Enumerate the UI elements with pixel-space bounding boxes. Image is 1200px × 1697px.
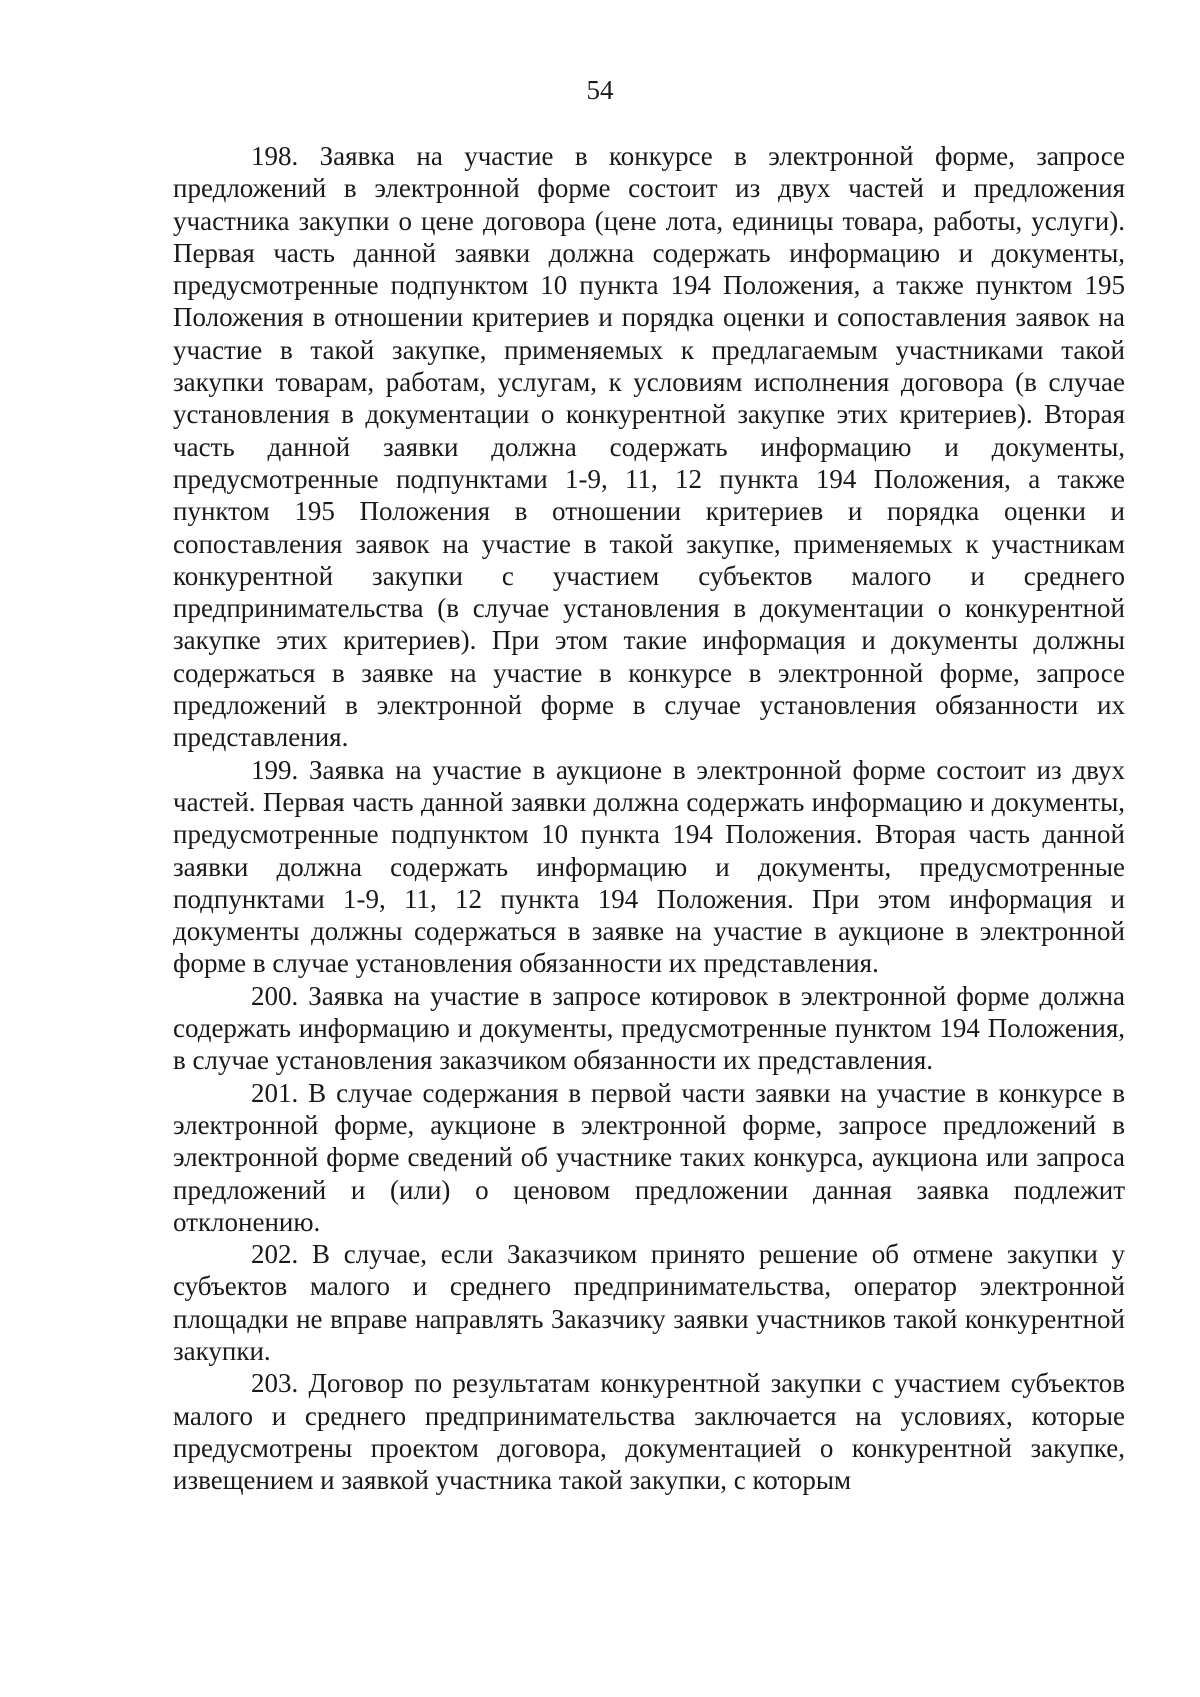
document-body — [173, 140, 1125, 1496]
paragraph-202: 202. В случае, если Заказчиком принято решение об отмене закупки у субъектов малого и среднего предпринимательства, оператор электронной площадки не вправе направлять Заказчику заявки участников такой конкурентной закупки. — [173, 1239, 1125, 1366]
paragraph-203: 203. Договор по результатам конкурентной закупки с участием субъектов малого и среднего предпринимательства заключается на условиях, которые предусмотрены проектом договора, документацией о конкурентной закупке, извещением и заявкой участника такой закупки, с которым — [173, 1368, 1125, 1496]
paragraph-200: 200. Заявка на участие в запросе котировок в электронной форме должна содержать информацию и документы, предусмотренные пунктом 194 Положения, в случае установления заказчиком обязанности их представления. — [173, 980, 1125, 1076]
paragraph-198: 198. Заявка на участие в конкурсе в электронной форме, запросе предложений в электронной форме состоит из двух частей и предложения участника закупки о цене договора (цене лота, единицы товара, работы, услуги). Первая часть данной заявки должна содержать информацию и документы, предусмотренные подпунктом 10 пункта 194 Положения, а также пунктом 195 Положения в отношении критериев и порядка оценки и сопоставления заявок на участие в такой закупке, применяемых к предлагаемым участниками такой закупки товарам, работам, услугам, к условиям исполнения договора (в случае установления в документации о конкурентной закупке этих критериев). Вторая часть данной заявки должна содержать информацию и документы, предусмотренные подпунктами 1-9, 11, 12 пункта 194 Положения, а также пунктом 195 Положения в отношении критериев и порядка оценки и сопоставления заявок на участие в такой закупке, применяемых к участникам конкурентной закупки с участием субъектов малого и среднего предпринимательства (в случае установления в документации о конкурентной закупке этих критериев). При этом такие информация и документы должны содержаться в заявке на участие в конкурсе в электронной форме, запросе предложений в электронной форме в случае установления обязанности их представления. — [173, 141, 1125, 753]
page-number: 54 — [586, 75, 614, 105]
paragraph-201: 201. В случае содержания в первой части заявки на участие в конкурсе в электронной форме, аукционе в электронной форме, запросе предложений в электронной форме сведений об участнике таких конкурса, аукциона или запроса предложений и (или) о ценовом предложении данная заявка подлежит отклонению. — [173, 1077, 1125, 1237]
paragraph-199: 199. Заявка на участие в аукционе в электронной форме состоит из двух частей. Первая часть данной заявки должна содержать информацию и документы, предусмотренные подпунктом 10 пункта 194 Положения. Вторая часть данной заявки должна содержать информацию и документы, предусмотренные подпунктами 1-9, 11, 12 пункта 194 Положения. При этом информация и документы должны содержаться в заявке на участие в аукционе в электронной форме в случае установления обязанности их представления. — [173, 754, 1125, 979]
